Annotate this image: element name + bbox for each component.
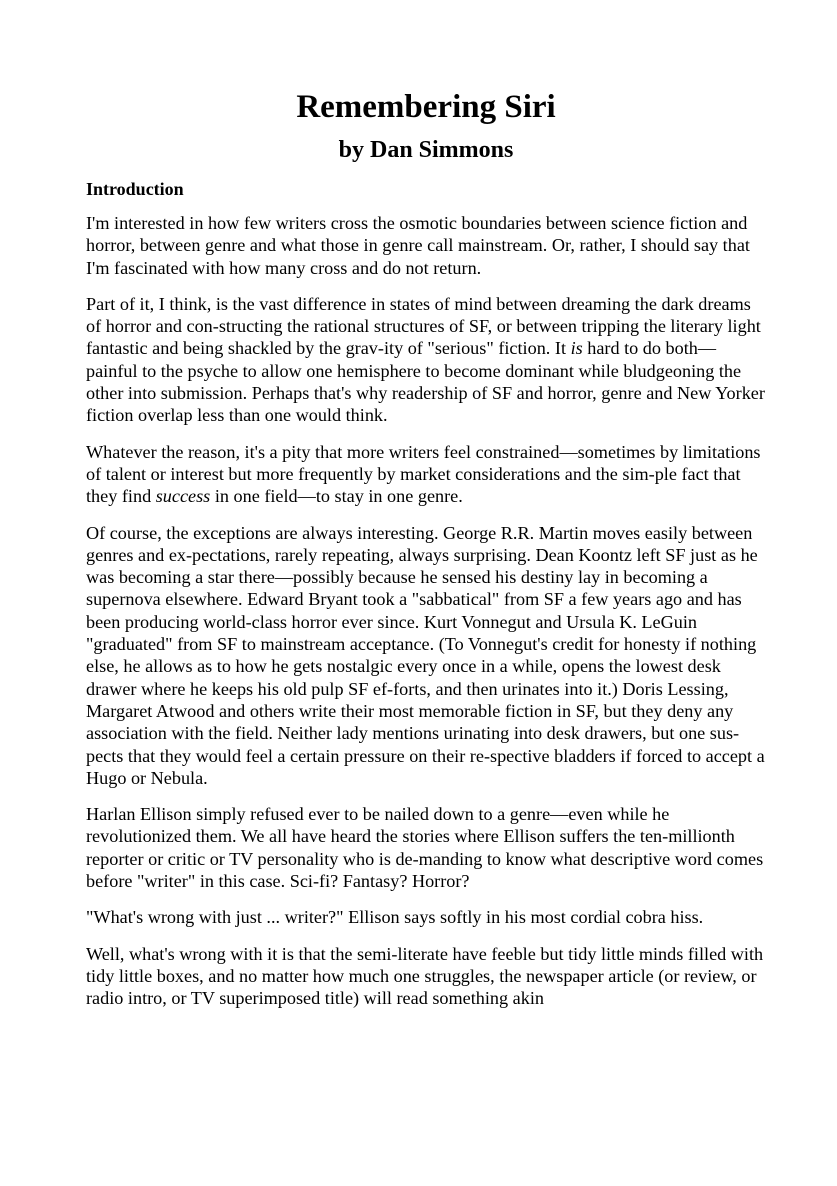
section-heading: Introduction [86, 179, 184, 199]
paragraph-3 [86, 441, 766, 508]
paragraph-2-emphasis: is [570, 338, 583, 359]
document-page [86, 86, 766, 1010]
paragraph-4: Of course, the exceptions are always interesting. George R.R. Martin moves easily between genres and ex-pectations, rarely repeating, always surprising. Dean Koontz left SF just as he was becoming a star there—possibly because he sensed his destiny lay in becoming a supernova elsewhere. Edward Bryant took a "sabbatical" from SF a few years ago and has been producing world-class horror ever since. Kurt Vonnegut and Ursula K. LeGuin "graduated" from SF to mainstream acceptance. (To Vonnegut's credit for honesty if nothing else, he allows as to how he gets nostalgic every once in a while, opens the lowest desk drawer where he keeps his old pulp SF ef-forts, and then urinates into it.) Doris Lessing, Margaret Atwood and others write their most memorable fiction in SF, but they deny any association with the field. Neither lady mentions urinating into desk drawers, but one sus-pects that they would feel a certain pressure on their re-spective bladders if forced to accept a Hugo or Nebula. [86, 522, 765, 788]
paragraph-1: I'm interested in how few writers cross the osmotic boundaries between science fiction and horror, between genre and what those in genre call mainstream. Or, rather, I should say that I'm fascinated with how many cross and do not return. [86, 213, 750, 278]
paragraph-2-text-before: Part of it, I think, is the vast difference in states of mind between dreaming the dark dreams of horror and con-structing the rational structures of SF, or between tripping the literary light fantastic and being shackled by the grav-ity of "serious" fiction. It [86, 293, 761, 359]
paragraph-2 [86, 293, 766, 427]
paragraph-3-text-before: Whatever the reason, it's a pity that more writers feel constrained—sometimes by limitations of talent or interest but more frequently by market considerations and the sim-ple fact that they find [86, 441, 761, 507]
author-byline: by Dan Simmons [338, 137, 514, 163]
paragraph-2-text-after: hard to do both—painful to the psyche to allow one hemisphere to become dominant while bludgeoning the other into submission. Perhaps that's why readership of SF and horror, genre and New Yorker fiction overlap less than one would think. [86, 338, 765, 426]
paragraph-5: Harlan Ellison simply refused ever to be nailed down to a genre—even while he revolutionized them. We all have heard the stories where Ellison suffers the ten-millionth reporter or critic or TV personality who is de-manding to know what descriptive word comes before "writer" in this case. Sci-fi? Fantasy? Horror? [86, 804, 764, 892]
paragraph-6: "What's wrong with just ... writer?" Ellison says softly in his most cordial cobra hiss. [86, 907, 704, 928]
paragraph-3-text-after: in one field—to stay in one genre. [210, 486, 463, 507]
paragraph-3-emphasis: success [155, 486, 211, 507]
paragraph-7: Well, what's wrong with it is that the semi-literate have feeble but tidy little minds filled with tidy little boxes, and no matter how much one struggles, the newspaper article (or review, or radio intro, or TV superimposed title) will read something akin [86, 943, 764, 1009]
document-title: Remembering Siri [296, 89, 556, 125]
